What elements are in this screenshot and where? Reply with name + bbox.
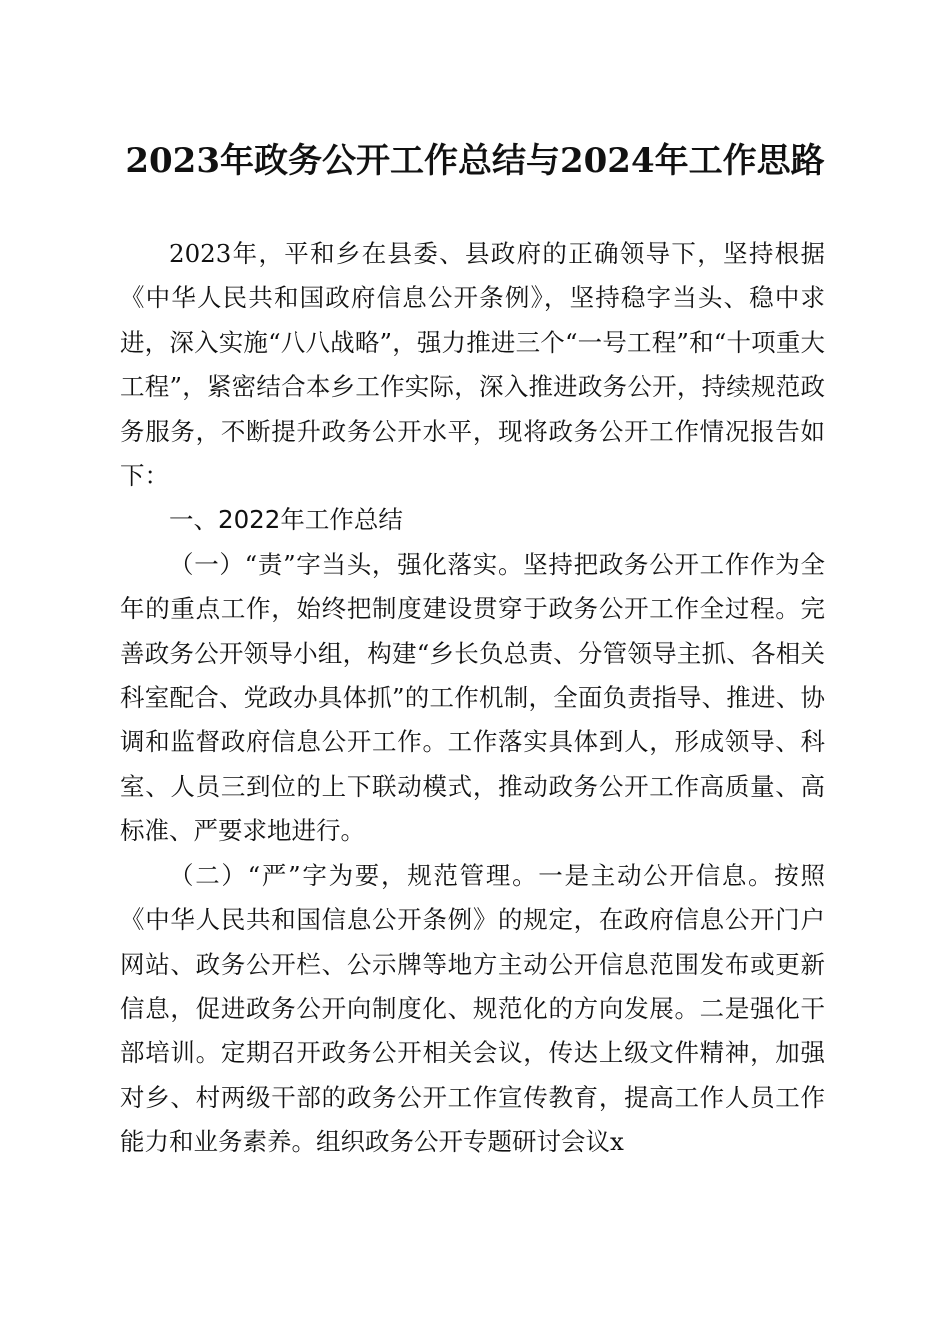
section-heading: 一、2022年工作总结 <box>169 505 403 535</box>
paragraph-management: （二）“严”字为要，规范管理。一是主动公开信息。按照《中华人民共和国信息公开条例》的规定，在政府信息公开门户网站、政务公开栏、公示牌等地方主动公开信息范围发布或更新信息，促进政务公开向制度化、规范化的方向发展。二是强化干部培训。定期召开政务公开相关会议，传达上级文件精神，加强对乡、村两级干部的政务公开工作宣传教育，提高工作人员工作能力和业务素养。组织政务公开专题研讨会议x <box>120 860 825 1157</box>
intro-paragraph: 2023年，平和乡在县委、县政府的正确领导下，坚持根据《中华人民共和国政府信息公开条例》，坚持稳字当头、稳中求进，深入实施“八八战略”，强力推进三个“一号工程”和“十项重大工程”，紧密结合本乡工作实际，深入推进政务公开，持续规范政务服务，不断提升政务公开水平，现将政务公开工作情况报告如下： <box>120 239 825 491</box>
document-body <box>120 232 825 1165</box>
paragraph-responsibility: （一）“责”字当头，强化落实。坚持把政务公开工作作为全年的重点工作，始终把制度建设贯穿于政务公开工作全过程。完善政务公开领导小组，构建“乡长负总责、分管领导主抓、各相关科室配合、党政办具体抓”的工作机制，全面负责指导、推进、协调和监督政府信息公开工作。工作落实具体到人，形成领导、科室、人员三到位的上下联动模式，推动政务公开工作高质量、高标准、严要求地进行。 <box>120 549 825 846</box>
document-title: 2023年政务公开工作总结与2024年工作思路 <box>125 141 825 181</box>
